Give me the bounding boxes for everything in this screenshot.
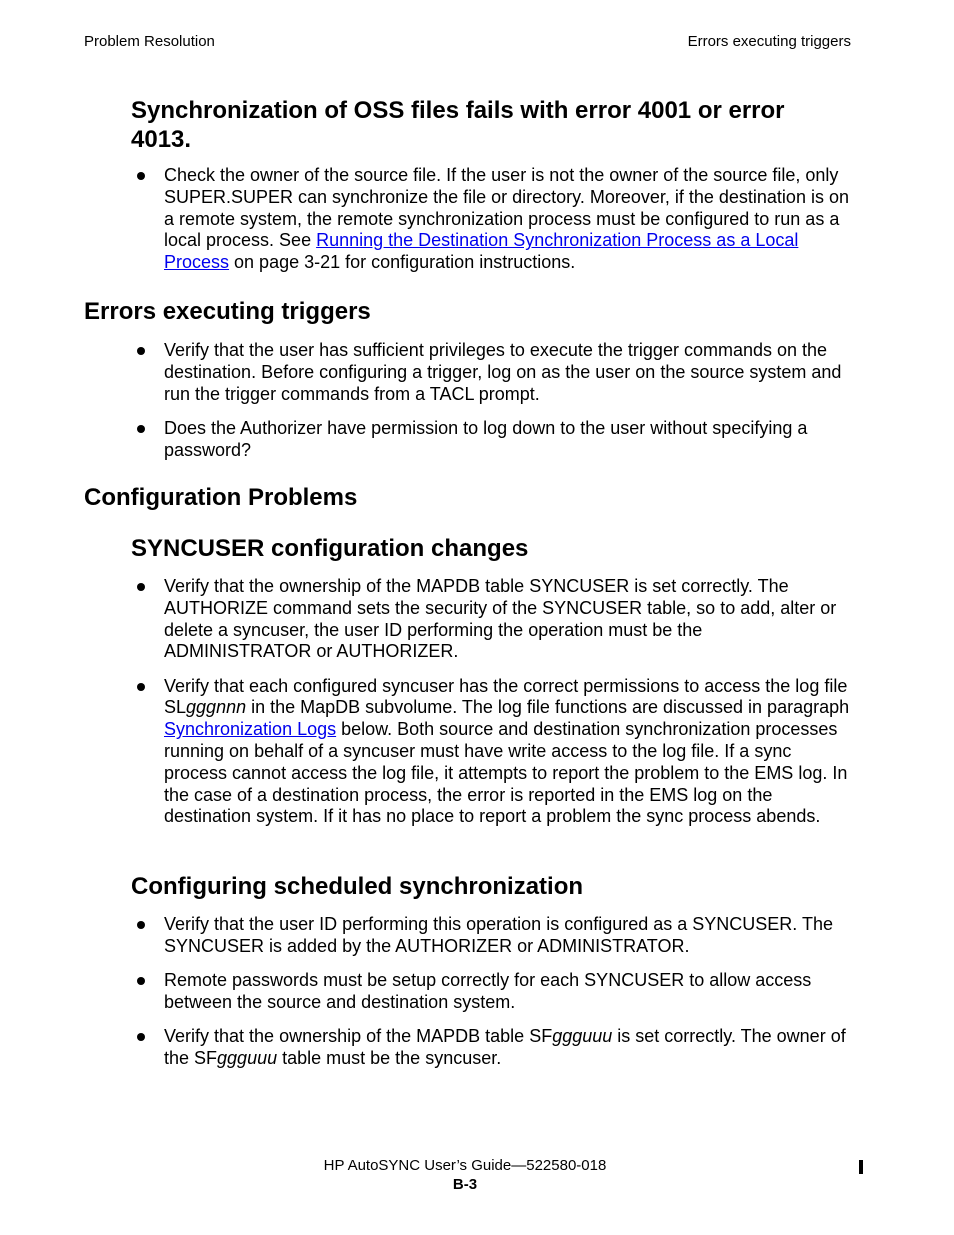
scheduled-sync-heading: Configuring scheduled synchronization <box>131 873 584 900</box>
oss-sync-heading: Synchronization of OSS files fails with error 4001 or error 4013. <box>131 97 785 153</box>
list-item: Remote passwords must be setup correctly for each SYNCUSER to allow access between the source and destination system. <box>131 970 851 1014</box>
errors-triggers-heading: Errors executing triggers <box>84 298 371 325</box>
running-destination-sync-link[interactable]: Running the Destination Synchronization Process as a Local Process <box>164 230 799 273</box>
list-item: Verify that the user has sufficient privileges to execute the trigger commands on the destination. Before configuring a trigger, log on as the user on the source system and run the trigger commands from a TACL prompt. <box>131 340 851 405</box>
list-item: Check the owner of the source file. If the user is not the owner of the source file, only SUPER.SUPER can synchronize the file or directory. Moreover, if the destination is on a remote system, the remote synchronization process must be configured to run as a local process. See Running the Destination Synchronization Process as a Local Process on page 3-21 for configuration instructions. <box>131 165 851 274</box>
triggers-bullet-list <box>131 340 851 474</box>
bullet-dot-icon <box>137 172 145 180</box>
list-item: Verify that the ownership of the MAPDB table SFggguuu is set correctly. The owner of the SFggguuu table must be the syncuser. <box>131 1026 851 1070</box>
scheduled-bullet-list <box>131 914 851 1082</box>
running-header-left: Problem Resolution <box>84 33 215 50</box>
bullet-dot-icon <box>137 683 145 691</box>
list-item: Verify that the user ID performing this operation is configured as a SYNCUSER. The SYNCUSER is added by the AUTHORIZER or ADMINISTRATOR. <box>131 914 851 958</box>
bullet-dot-icon <box>137 921 145 929</box>
configuration-problems-heading: Configuration Problems <box>84 484 358 511</box>
syncuser-changes-heading: SYNCUSER configuration changes <box>131 535 529 562</box>
page-footer <box>300 1156 630 1194</box>
list-item: Verify that the ownership of the MAPDB table SYNCUSER is set correctly. The AUTHORIZE command sets the security of the SYNCUSER table, so to add, alter or delete a syncuser, the user ID performing the operation must be the ADMINISTRATOR or AUTHORIZER. <box>131 576 851 663</box>
syncuser-bullet-list <box>131 576 851 841</box>
page-number: B-3 <box>452 1176 478 1193</box>
list-item: Verify that each configured syncuser has the correct permissions to access the log file SLgggnnn in the MapDB subvolume. The log file functions are discussed in paragraph Synchronization Logs below. Both source and destination synchronization processes running on behalf of a syncuser must have write access to the log file. If a sync process cannot access the log file, it attempts to report the problem to the EMS log. In the case of a destination process, the error is reported in the EMS log on the destination system. If it has no place to report a problem the sync process abends. <box>131 676 851 829</box>
bullet-dot-icon <box>137 425 145 433</box>
bullet-dot-icon <box>137 583 145 591</box>
bullet-dot-icon <box>137 977 145 985</box>
bullet-dot-icon <box>137 347 145 355</box>
oss-bullet-list <box>131 165 851 286</box>
synchronization-logs-link[interactable]: Synchronization Logs <box>164 719 337 740</box>
footer-title: HP AutoSYNC User’s Guide—522580-018 <box>323 1157 607 1174</box>
running-header-right: Errors executing triggers <box>687 33 851 50</box>
change-bar <box>859 1160 863 1174</box>
bullet-dot-icon <box>137 1033 145 1041</box>
list-item: Does the Authorizer have permission to log down to the user without specifying a password? <box>131 418 851 462</box>
